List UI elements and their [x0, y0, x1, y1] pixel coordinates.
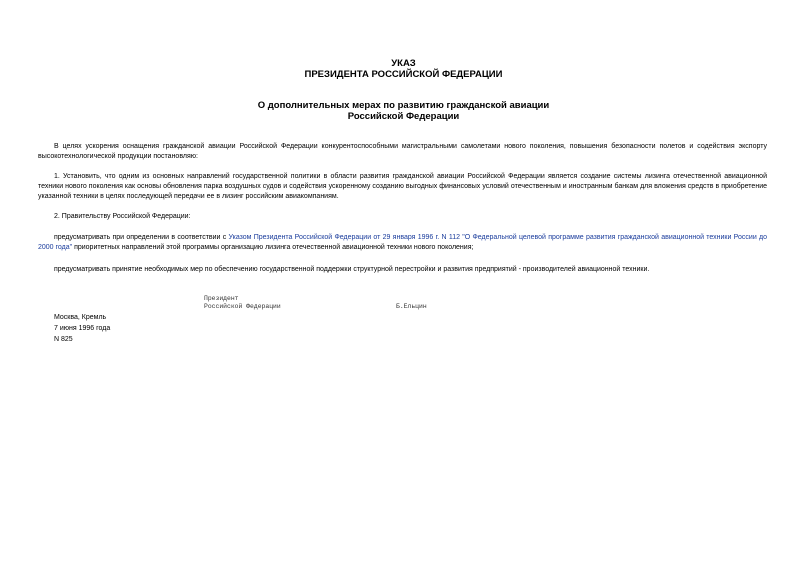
decree-112-link[interactable]: Указом Президента Российской Федерации от 29 января 1996 г. N 112 "О Федеральной целевой программе развития гражданской авиационной техники России до 2000 года"	[38, 234, 767, 251]
item-2b-paragraph: предусматривать принятие необходимых мер по обеспечению государственной поддержки структурной перестройки и развития предприятий - производителей авиационной техники.	[54, 266, 650, 273]
signature-title-line-2: Российской Федерации	[204, 303, 281, 310]
item-2a-paragraph	[38, 233, 767, 253]
item-1-paragraph: 1. Установить, что одним из основных направлений государственной политики в области развития гражданской авиации Российской Федерации является создание системы лизинга отечественной авиационной техники нового поколения как основы обновления парка воздушных судов и содействия ускоренному созданию выгодных финансовых условий отечественным и иностранным банкам для вложения средств в приобретение указанной техники в целях последующей передачи ее в лизинг российским авиакомпаниям.	[38, 173, 767, 200]
item-2a-text-before: предусматривать при определении в соответствии с	[54, 234, 229, 241]
signature-name: Б.Ельцин	[396, 303, 427, 310]
decree-issuer-heading: ПРЕЗИДЕНТА РОССИЙСКОЙ ФЕДЕРАЦИИ	[304, 69, 503, 80]
footer-place: Москва, Кремль	[54, 314, 107, 321]
item-2-paragraph: 2. Правительству Российской Федерации:	[54, 213, 191, 220]
footer-number: N 825	[54, 336, 73, 343]
decree-subject-line-2: Российской Федерации	[347, 111, 460, 122]
preamble-paragraph: В целях ускорения оснащения гражданской авиации Российской Федерации конкурентоспособными магистральными самолетами нового поколения, повышения безопасности полетов и содействия экспорту высокотехнологической продукции постановляю:	[38, 143, 767, 160]
signature-title-line-1: Президент	[204, 295, 239, 302]
decree-subject-line-1: О дополнительных мерах по развитию гражданской авиации	[257, 100, 550, 111]
footer-date: 7 июня 1996 года	[54, 325, 111, 332]
decree-type-heading: УКАЗ	[391, 58, 416, 69]
item-2a-text-after: приоритетных направлений этой программы организацию лизинга отечественной авиационной техники нового поколения;	[72, 243, 474, 251]
